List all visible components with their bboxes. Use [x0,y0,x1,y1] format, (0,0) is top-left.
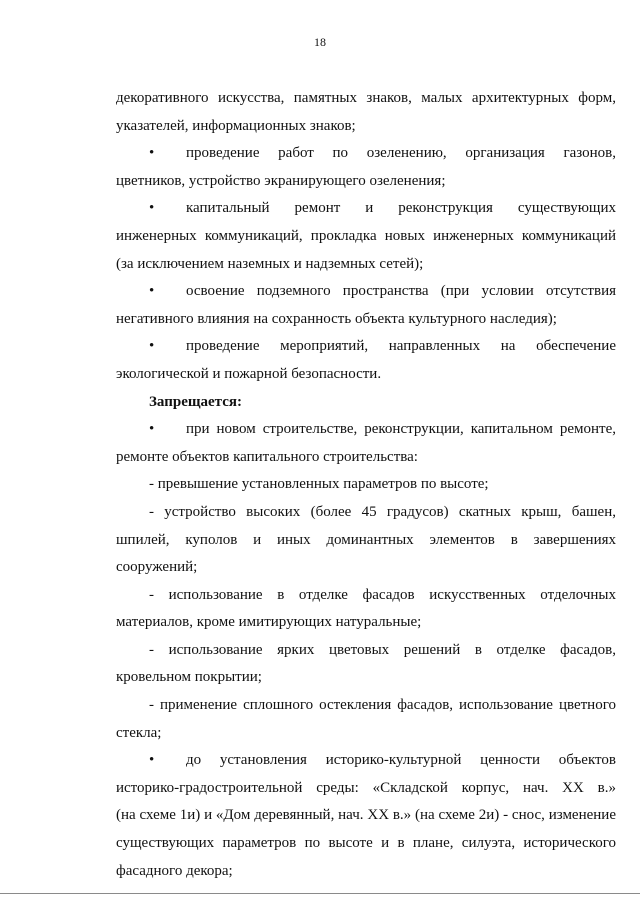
text-line: существующих параметров по высоте и в плане, силуэта, исторического [116,835,616,852]
text-line: стекла; [116,724,162,741]
bullet-icon: • [149,421,155,438]
dash-item: - применение сплошного остекления фасадов, использование цветного [149,697,616,714]
bullet-item [116,140,616,168]
text-line: фасадного декора; [116,862,233,879]
bullet-icon: • [149,145,155,162]
dash-item: - превышение установленных параметров по высоте; [149,476,489,493]
bullet-item [116,333,616,361]
text-line: указателей, информационных знаков; [116,117,356,134]
bullet-item [116,278,616,306]
text-line: материалов, кроме имитирующих натуральные; [116,614,422,631]
text-line: историко-градостроительной среды: «Складской корпус, нач. XX в.» [116,779,616,796]
bullet-icon: • [149,338,155,355]
text-line: кровельном покрытии; [116,669,262,686]
bullet-text: проведение работ по озеленению, организация газонов, [186,145,616,162]
text-line: (на схеме 1и) и «Дом деревянный, нач. XX в.» (на схеме 2и) - снос, изменение [116,807,616,824]
bullet-text: при новом строительстве, реконструкции, капитальном ремонте, [186,421,616,438]
bullet-icon: • [149,200,155,217]
text-line: инженерных коммуникаций, прокладка новых инженерных коммуникаций [116,227,616,244]
text-line: ремонте объектов капитального строительства: [116,448,418,465]
text-line: декоративного искусства, памятных знаков, малых архитектурных форм, [116,90,616,106]
page-number: 18 [314,35,326,49]
bullet-text: проведение мероприятий, направленных на обеспечение [186,338,616,355]
bullet-icon: • [149,283,155,300]
text-line: шпилей, куполов и иных доминантных элементов в завершениях [116,531,616,548]
text-line: сооружений; [116,559,198,576]
text-line: цветников, устройство экранирующего озеленения; [116,172,446,189]
text-line: (за исключением наземных и надземных сетей); [116,255,424,272]
section-heading: Запрещается: [149,393,243,410]
document-body [116,85,616,885]
dash-item: - использование ярких цветовых решений в отделке фасадов, [149,641,616,658]
text-line: негативного влияния на сохранность объекта культурного наследия); [116,310,557,327]
bullet-text: освоение подземного пространства (при условии отсутствия [186,283,616,300]
bullet-item [116,195,616,223]
bullet-text: капитальный ремонт и реконструкция существующих [186,200,616,217]
bullet-item [116,416,616,444]
dash-item: - использование в отделке фасадов искусственных отделочных [149,586,616,603]
text-line: экологической и пожарной безопасности. [116,365,382,382]
scan-edge-line [0,893,640,895]
bullet-item [116,747,616,775]
bullet-text: до установления историко-культурной ценности объектов [186,752,616,769]
dash-item: - устройство высоких (более 45 градусов) скатных крыш, башен, [149,503,616,520]
bullet-icon: • [149,752,155,769]
